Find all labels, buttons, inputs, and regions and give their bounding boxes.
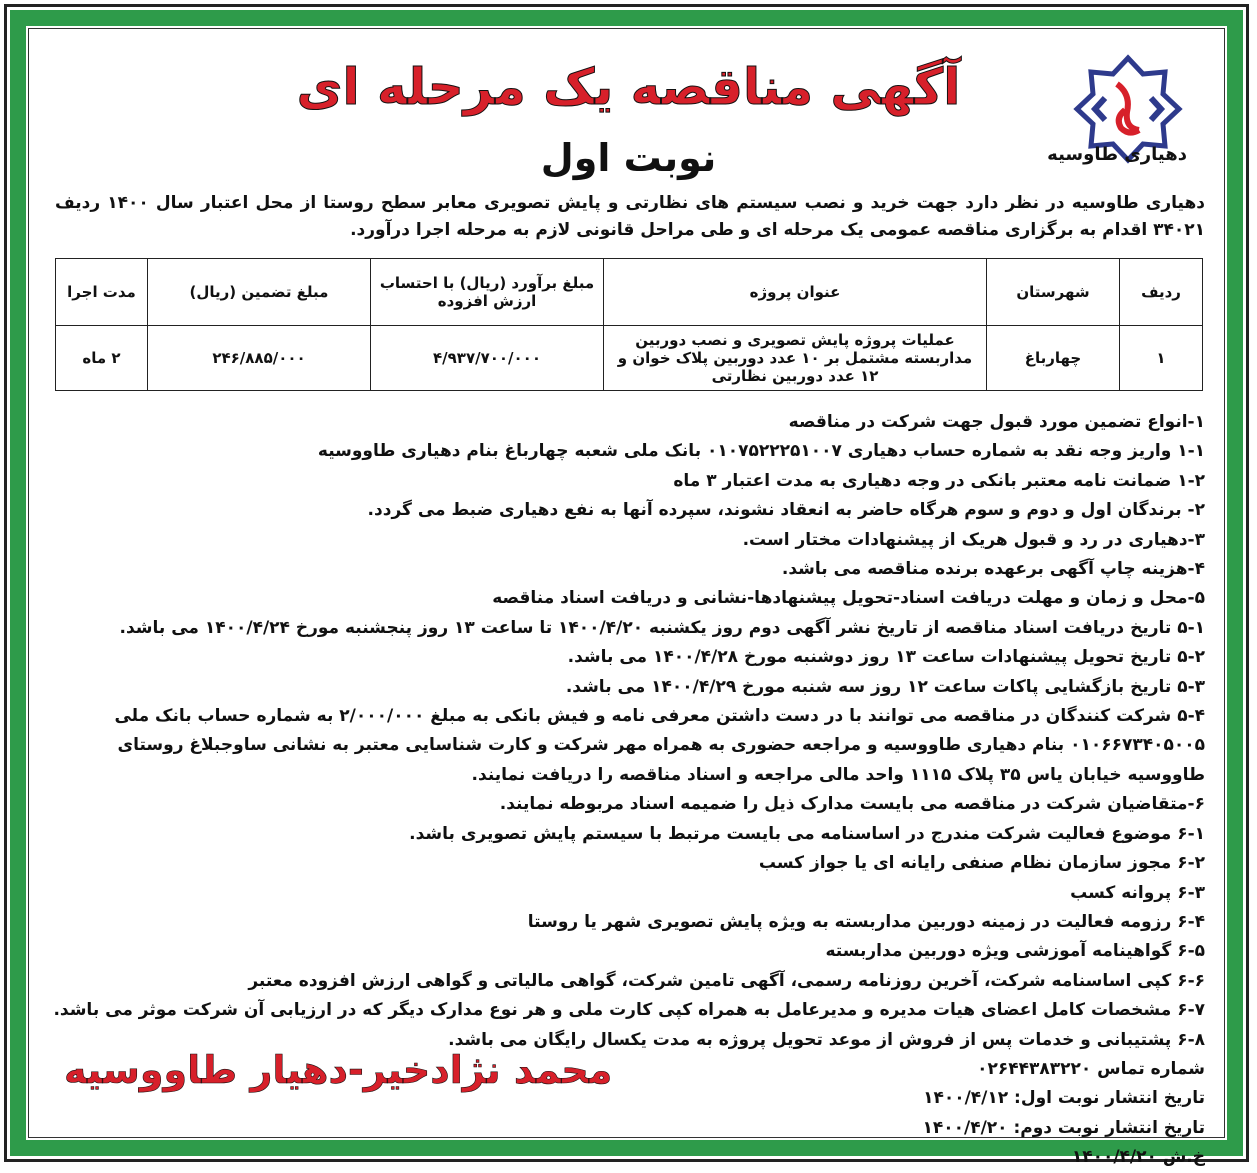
clause-item: ۶-۱ موضوع فعالیت شرکت مندرج در اساسنامه می بایست مرتبط با سیستم پایش تصویری باشد. (409, 823, 1205, 844)
table-header-row (56, 259, 1203, 326)
clause-item: ۴-هزینه چاپ آگهی برعهده برنده مناقصه می باشد. (781, 559, 1205, 580)
cell-guarantee: ۲۴۶/۸۸۵/۰۰۰ (148, 326, 371, 391)
reference-code: خ.ش ۱۴۰۰/۴/۲۰ (1071, 1147, 1205, 1168)
clause-item: ۶-۲ مجوز سازمان نظام صنفی رایانه ای یا جواز کسب (758, 853, 1205, 874)
col-header-row-number: ردیف (1120, 259, 1203, 326)
col-header-county: شهرستان (987, 259, 1120, 326)
intro-paragraph: دهیاری طاوسیه در نظر دارد جهت خرید و نصب سیستم های نظارتی و پایش تصویری معابر سطح روستا از محل اعتبار سال ۱۴۰۰ ردیف ۳۴۰۲۱ اقدام به برگزاری مناقصه عمومی یک مرحله ای و طی مراحل قانونی لازم به مرحله اجرا درآورد. (55, 193, 1205, 240)
col-header-guarantee: مبلغ تضمین (ریال) (148, 259, 371, 326)
clause-item: ۵-۴ شرکت کنندگان در مناقصه می توانند با در دست داشتن معرفی نامه و فیش بانکی به مبلغ ۲/۰۰۰/۰۰۰ به شماره حساب بانک ملی ۰۱۰۶۶۷۳۴۰۵۰۰۵ بنام دهیاری طاووسیه و مراجعه حضوری به همراه مهر شرکت و کارت شناسایی معتبر به نشانی ساوجبلاغ روستای طاووسیه خیابان یاس ۳۵ پلاک ۱۱۱۵ واحد مالی مراجعه و اسناد مناقصه را دریافت نمایند. (114, 706, 1205, 785)
first-publish-date: تاریخ انتشار نوبت اول: ۱۴۰۰/۴/۱۲ (923, 1088, 1205, 1109)
clause-item: ۱-۱ واریز وجه نقد به شماره حساب دهیاری ۰۱۰۷۵۲۲۲۵۱۰۰۷ بانک ملی شعبه چهارباغ بنام دهیاری طاووسیه (317, 441, 1205, 462)
col-header-estimate: مبلغ برآورد (ریال) با احتساب ارزش افزوده (371, 259, 604, 326)
signature: محمد نژادخیر-دهیار طاووسیه (64, 1048, 613, 1092)
clause-item: ۵-محل و زمان و مهلت دریافت اسناد-تحویل پیشنهادها-نشانی و دریافت اسناد مناقصه (492, 588, 1205, 609)
col-header-duration: مدت اجرا (56, 259, 148, 326)
tender-table (55, 258, 1203, 391)
clause-item: ۱-انواع تضمین مورد قبول جهت شرکت در مناقصه (788, 412, 1205, 432)
clause-item: ۳-دهیاری در رد و قبول هریک از پیشنهادات مختار است. (742, 529, 1205, 550)
clause-item: ۵-۳ تاریخ بازگشایی پاکات ساعت ۱۲ روز سه شنبه مورخ ۱۴۰۰/۴/۲۹ می باشد. (565, 676, 1205, 697)
col-header-project-title: عنوان پروژه (604, 259, 987, 326)
cell-project-title: عملیات پروژه پایش تصویری و نصب دوربین مداربسته مشتمل بر ۱۰ عدد دوربین پلاک خوان و ۱۲ عدد دوربین نظارتی (604, 326, 987, 391)
notice-round: نوبت اول (540, 136, 717, 180)
clause-item: ۶-۳ پروانه کسب (1070, 882, 1205, 903)
second-publish-date: تاریخ انتشار نوبت دوم: ۱۴۰۰/۴/۲۰ (922, 1117, 1205, 1138)
clause-item: ۶-۴ رزومه فعالیت در زمینه دوربین مداربسته به ویژه پایش تصویری شهر یا روستا (527, 911, 1205, 932)
cell-duration: ۲ ماه (56, 326, 148, 391)
cell-estimate: ۴/۹۳۷/۷۰۰/۰۰۰ (371, 326, 604, 391)
clause-item: ۶-متقاضیان شرکت در مناقصه می بایست مدارک ذیل را ضمیمه اسناد مربوطه نمایند. (499, 794, 1205, 815)
notice-title: آگهی مناقصه یک مرحله ای (296, 58, 961, 116)
table-row (56, 326, 1203, 391)
contact-number: شماره تماس ۰۲۶۴۴۳۸۳۲۲۰ (977, 1058, 1205, 1079)
clause-item: ۶-۷ مشخصات کامل اعضای هیات مدیره و مدیرعامل به همراه کپی کارت ملی و هر نوع مدارک دیگر که در ارزیابی آن شرکت موثر می باشد. (53, 1000, 1205, 1021)
clause-item: ۲- برندگان اول و دوم و سوم هرگاه حاضر به انعقاد نشوند، سپرده آنها به نفع دهیاری ضبط می گردد. (367, 500, 1205, 521)
org-name: دهیاری طاوسیه (1047, 144, 1187, 165)
cell-county: چهارباغ (987, 326, 1120, 391)
notice-content (40, 40, 1217, 1168)
clause-item: ۱-۲ ضمانت نامه معتبر بانکی در وجه دهیاری به مدت اعتبار ۳ ماه (673, 470, 1205, 491)
clause-item: ۶-۸ پشتیبانی و خدمات پس از فروش از موعد تحویل پروژه به مدت یکسال رایگان می باشد. (448, 1029, 1205, 1050)
clause-item: ۵-۱ تاریخ دریافت اسناد مناقصه از تاریخ نشر آگهی دوم روز یکشنبه ۱۴۰۰/۴/۲۰ تا ساعت ۱۳ روز پنجشنبه مورخ ۱۴۰۰/۴/۲۴ می باشد. (119, 617, 1205, 638)
clause-item: ۵-۲ تاریخ تحویل پیشنهادات ساعت ۱۳ روز دوشنبه مورخ ۱۴۰۰/۴/۲۸ می باشد. (567, 647, 1205, 668)
clause-item: ۶-۶ کپی اساسنامه شرکت، آخرین روزنامه رسمی، آگهی تامین شرکت، گواهی مالیاتی و گواهی ارزش افزوده معتبر (248, 970, 1205, 991)
clause-item: ۶-۵ گواهینامه آموزشی ویژه دوربین مداربسته (825, 941, 1205, 962)
cell-row-number: ۱ (1120, 326, 1203, 391)
